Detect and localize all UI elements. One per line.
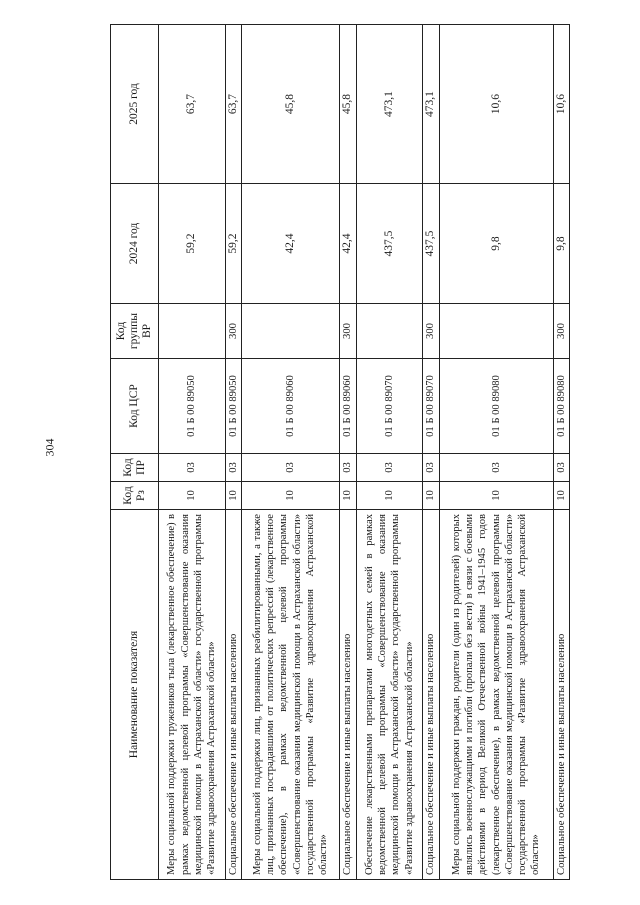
row-pr: 03	[423, 454, 439, 482]
row-pr: 03	[553, 454, 569, 482]
row-name: Меры социальной поддержки тружеников тыла (лекарственное обеспечение) в рамках ведомственной целевой программы «Совершенствование оказания медицинской помощи в Астраханской области» государственной программы «Развитие здравоохранения Астраханской области»	[159, 510, 226, 880]
row-rz: 10	[356, 482, 423, 510]
header-pr: Код ПР	[111, 454, 159, 482]
row-2024: 9,8	[553, 184, 569, 304]
row-name: Меры социальной поддержки граждан, родители (один из родителей) которых являлись военнослужащими и погибли (пропали без вести) в связи с боевыми действиями в период Великой Отечественной войны 1941–1945 годов (лекарственное обеспечение), в рамках ведомственной целевой программы «Совершенствование оказания медицинской помощи в Астраханской области» государственной программы «Развитие здравоохранения Астраханской области»	[439, 510, 553, 880]
row-pr: 03	[225, 454, 241, 482]
row-csr: 01 Б 00 89060	[241, 359, 339, 454]
header-name: Наименование показателя	[111, 510, 159, 880]
row-vr: 300	[553, 304, 569, 359]
row-2024: 42,4	[340, 184, 356, 304]
header-row	[111, 25, 159, 880]
row-vr	[356, 304, 423, 359]
row-csr: 01 Б 00 89050	[225, 359, 241, 454]
row-2024: 59,2	[159, 184, 226, 304]
row-pr: 03	[241, 454, 339, 482]
page-number: 304	[42, 438, 57, 457]
row-2025: 10,6	[439, 25, 553, 184]
row-2024: 437,5	[423, 184, 439, 304]
row-2025: 45,8	[340, 25, 356, 184]
row-rz: 10	[225, 482, 241, 510]
row-vr: 300	[340, 304, 356, 359]
table-row	[423, 25, 439, 880]
row-pr: 03	[159, 454, 226, 482]
row-2025: 45,8	[241, 25, 339, 184]
row-name: Социальное обеспечение и иные выплаты населению	[225, 510, 241, 880]
table-row	[439, 25, 553, 880]
row-2024: 42,4	[241, 184, 339, 304]
row-rz: 10	[423, 482, 439, 510]
table-row	[159, 25, 226, 880]
row-vr: 300	[423, 304, 439, 359]
row-2024: 437,5	[356, 184, 423, 304]
table-row	[340, 25, 356, 880]
row-2025: 10,6	[553, 25, 569, 184]
row-rz: 10	[553, 482, 569, 510]
row-csr: 01 Б 00 89060	[340, 359, 356, 454]
row-pr: 03	[356, 454, 423, 482]
row-rz: 10	[340, 482, 356, 510]
row-rz: 10	[241, 482, 339, 510]
row-csr: 01 Б 00 89080	[553, 359, 569, 454]
row-rz: 10	[439, 482, 553, 510]
row-2025: 473,1	[423, 25, 439, 184]
header-csr: Код ЦСР	[111, 359, 159, 454]
row-csr: 01 Б 00 89050	[159, 359, 226, 454]
row-rz: 10	[159, 482, 226, 510]
header-2025: 2025 год	[111, 25, 159, 184]
header-2024: 2024 год	[111, 184, 159, 304]
row-vr	[241, 304, 339, 359]
table-row	[225, 25, 241, 880]
row-name: Социальное обеспечение и иные выплаты населению	[553, 510, 569, 880]
table-row	[241, 25, 339, 880]
row-pr: 03	[439, 454, 553, 482]
row-name: Меры социальной поддержки лиц, признанных реабилитированными, а также лиц, признанных пострадавшими от политических репрессий (лекарственное обеспечение), в рамках ведомственной целевой программы «Совершенствование оказания медицинской помощи в Астраханской области» государственной программы «Развитие здравоохранения Астраханской области»	[241, 510, 339, 880]
row-pr: 03	[340, 454, 356, 482]
row-2025: 473,1	[356, 25, 423, 184]
row-csr: 01 Б 00 89070	[423, 359, 439, 454]
row-2025: 63,7	[159, 25, 226, 184]
row-vr	[159, 304, 226, 359]
row-name: Обеспечение лекарственными препаратами многодетных семей в рамках ведомственной целевой программы «Совершенствование оказания медицинской помощи в Астраханской области» государственной программы «Развитие здравоохранения Астраханской области»	[356, 510, 423, 880]
header-vr: Код группы ВР	[111, 304, 159, 359]
header-rz: Код Рз	[111, 482, 159, 510]
row-csr: 01 Б 00 89070	[356, 359, 423, 454]
row-vr: 300	[225, 304, 241, 359]
budget-table	[110, 24, 570, 880]
table-row	[553, 25, 569, 880]
row-name: Социальное обеспечение и иные выплаты населению	[423, 510, 439, 880]
row-2025: 63,7	[225, 25, 241, 184]
row-2024: 59,2	[225, 184, 241, 304]
rotated-table-container	[110, 25, 570, 880]
row-vr	[439, 304, 553, 359]
table-row	[356, 25, 423, 880]
row-csr: 01 Б 00 89080	[439, 359, 553, 454]
row-2024: 9,8	[439, 184, 553, 304]
row-name: Социальное обеспечение и иные выплаты населению	[340, 510, 356, 880]
